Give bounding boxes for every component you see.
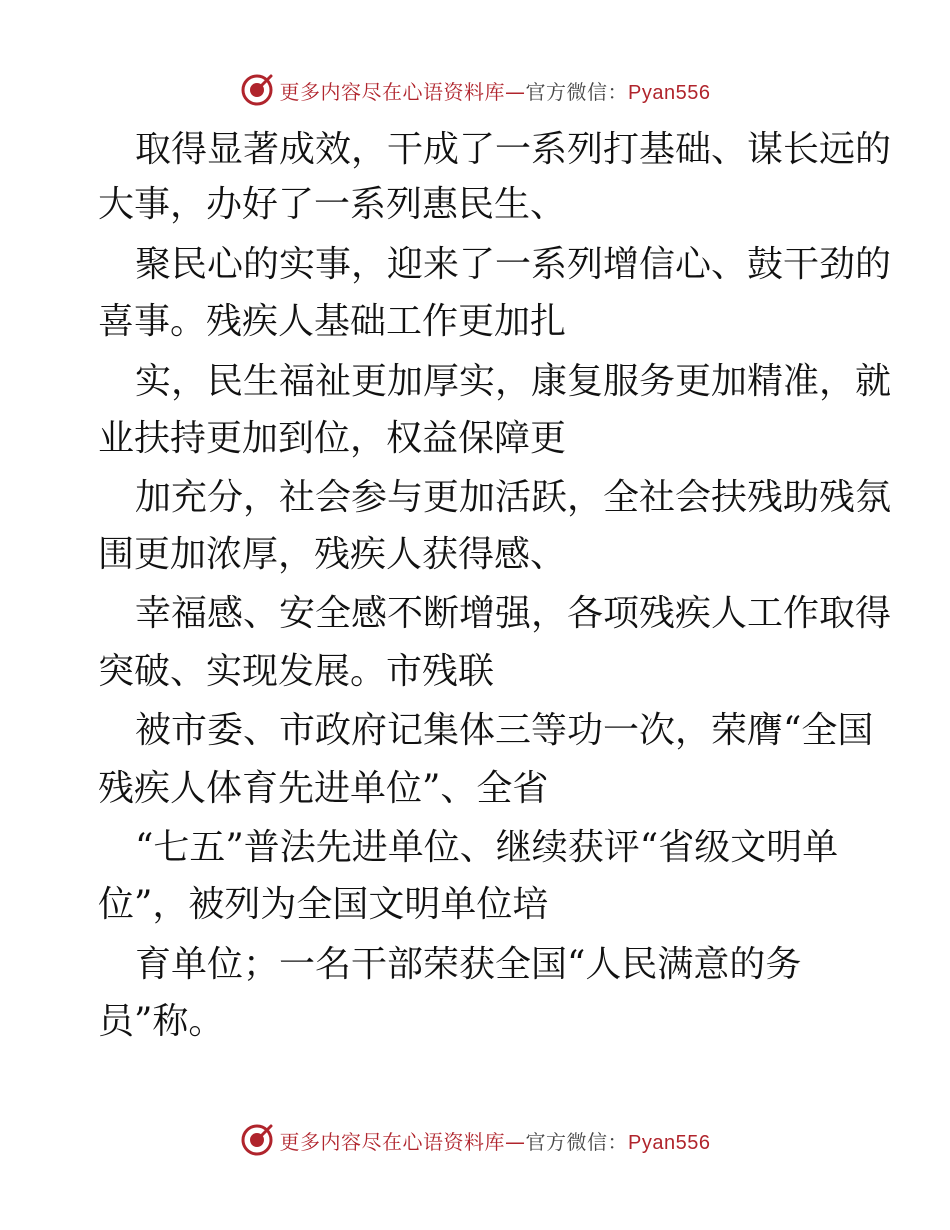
text-line: 实，民生福祉更加厚实，康复服务更加精准，就 [135, 361, 892, 402]
text-line: 喜事。残疾人基础工作更加扎 [98, 301, 567, 342]
text-line: 育单位；一名干部荣获全国“人民满意的务 [135, 944, 802, 985]
logo-icon [240, 73, 274, 107]
footer-slogan: 更多内容尽在心语资料库 [279, 1129, 506, 1154]
text-line: 聚民心的实事，迎来了一系列增信心、鼓干劲的 [135, 244, 892, 285]
text-line: 加充分，社会参与更加活跃，全社会扶残助残氛 [135, 477, 892, 518]
text-line: 围更加浓厚，残疾人获得感、 [98, 534, 567, 575]
text-line: 员”称。 [98, 1001, 225, 1042]
header-official-label: 官方微信： [525, 79, 629, 104]
footer-dash: — [505, 1129, 526, 1154]
text-line: 取得显著成效，干成了一系列打基础、谋长远的 [135, 129, 892, 170]
text-line: 位”，被列为全国文明单位培 [98, 884, 549, 925]
text-line: 被市委、市政府记集体三等功一次，荣膺“全国 [135, 710, 874, 751]
header-banner [0, 70, 950, 110]
header-text [280, 76, 711, 105]
header-slogan: 更多内容尽在心语资料库 [279, 79, 506, 104]
logo-icon [240, 1123, 274, 1157]
text-line: 突破、实现发展。市残联 [98, 651, 495, 692]
text-line: 大事，办好了一系列惠民生、 [98, 184, 567, 225]
footer-banner [0, 1120, 950, 1160]
footer-official-label: 官方微信： [525, 1129, 629, 1154]
footer-wechat-id: Pyan556 [628, 1131, 711, 1154]
text-line: 残疾人体育先进单位”、全省 [98, 768, 549, 809]
header-dash: — [505, 79, 526, 104]
footer-text [280, 1126, 711, 1155]
text-line: 业扶持更加到位，权益保障更 [98, 418, 567, 459]
text-line: “七五”普法先进单位、继续获评“省级文明单 [135, 827, 839, 868]
text-line: 幸福感、安全感不断增强，各项残疾人工作取得 [135, 593, 892, 634]
header-wechat-id: Pyan556 [628, 81, 711, 104]
